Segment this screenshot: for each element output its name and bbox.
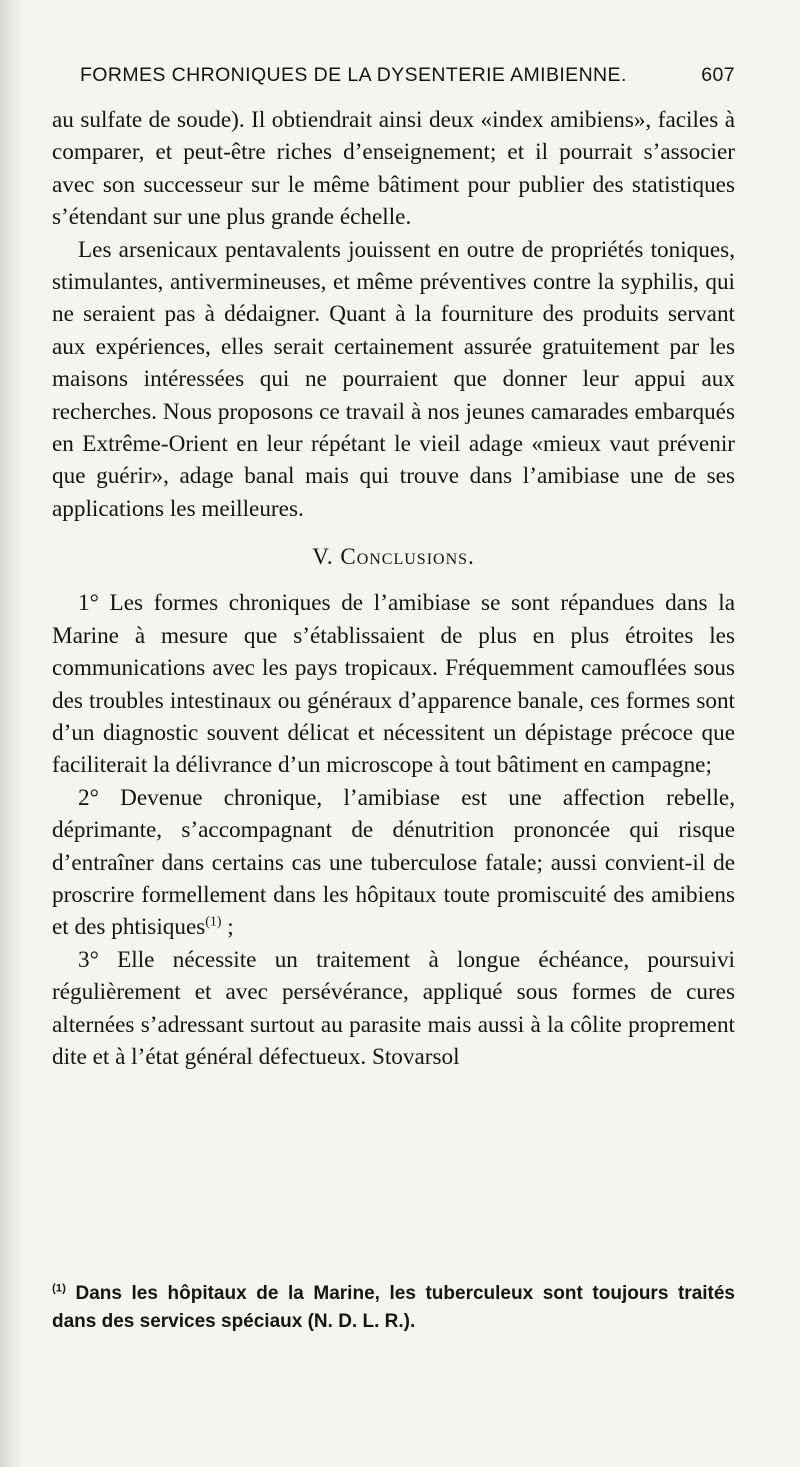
footnote-marker: (1) bbox=[52, 1282, 66, 1295]
binding-shadow bbox=[0, 0, 22, 1467]
footnote-text: Dans les hôpitaux de la Marine, les tuberculeux sont toujours traités dans des services spéciaux (N. D. L. R.). bbox=[52, 1283, 735, 1332]
paragraph-arsenicals: Les arsenicaux pentavalents jouissent en outre de propriétés toniques, stimulantes, antivermineuses, et même préventives contre la syphilis, qui ne seraient pas à dédaigner. Quant à la fourniture des produits servant aux expériences, elles serait certainement assurée gratuitement par les maisons intéressées qui ne pourraient que donner leur appui aux recherches. Nous proposons ce travail à nos jeunes camarades embarqués en Extrême-Orient en leur répétant le vieil adage «mieux vaut prévenir que guérir», adage banal mais qui trouve dans l’amibiase une de ses applications les meilleures. bbox=[52, 236, 735, 522]
main-text bbox=[52, 104, 735, 1073]
section-title: Conclusions. bbox=[340, 544, 475, 570]
paragraph-continuation: au sulfate de soude). Il obtiendrait ainsi deux «index amibiens», faciles à comparer, et peut-être riches d’enseignement; et il pourrait s’associer avec son successeur sur le même bâtiment pour publier des statistiques s’étendant sur une plus grande échelle. bbox=[52, 107, 735, 231]
conclusion-2 bbox=[52, 782, 735, 944]
running-header bbox=[70, 60, 735, 92]
conclusion-2-end: ; bbox=[221, 914, 234, 941]
section-heading bbox=[52, 539, 735, 575]
running-title: FORMES CHRONIQUES DE LA DYSENTERIE AMIBIENNE. bbox=[80, 64, 627, 86]
section-number: V. bbox=[312, 544, 334, 570]
conclusion-2-text: 2° Devenue chronique, l’amibiase est une affection rebelle, déprimante, s’accompagnant de dénutrition prononcée qui risque d’entraîner dans certains cas une tuberculose fatale; aussi convient-il de proscrire formellement dans les hôpitaux toute promiscuité des amibiens et des phtisiques bbox=[52, 784, 735, 941]
conclusion-3: 3° Elle nécessite un traitement à longue échéance, poursuivi régulièrement et avec persévérance, appliqué sous formes de cures alternées s’adressant surtout au parasite mais aussi à la côlite proprement dite et à l’état général défectueux. Stovarsol bbox=[52, 946, 735, 1070]
footnote-reference[interactable]: (1) bbox=[205, 914, 222, 930]
conclusion-1: 1° Les formes chroniques de l’amibiase se sont répandues dans la Marine à mesure que s’établissaient de plus en plus étroites les communications avec les pays tropicaux. Fréquemment camouflées sous des troubles intestinaux ou généraux d’apparence banale, ces formes sont d’un diagnostic souvent délicat et nécessitent un dépistage précoce que faciliterait la délivrance d’un microscope à tout bâtiment en campagne; bbox=[52, 590, 735, 779]
page-number: 607 bbox=[701, 64, 735, 86]
footnote bbox=[52, 1280, 735, 1336]
